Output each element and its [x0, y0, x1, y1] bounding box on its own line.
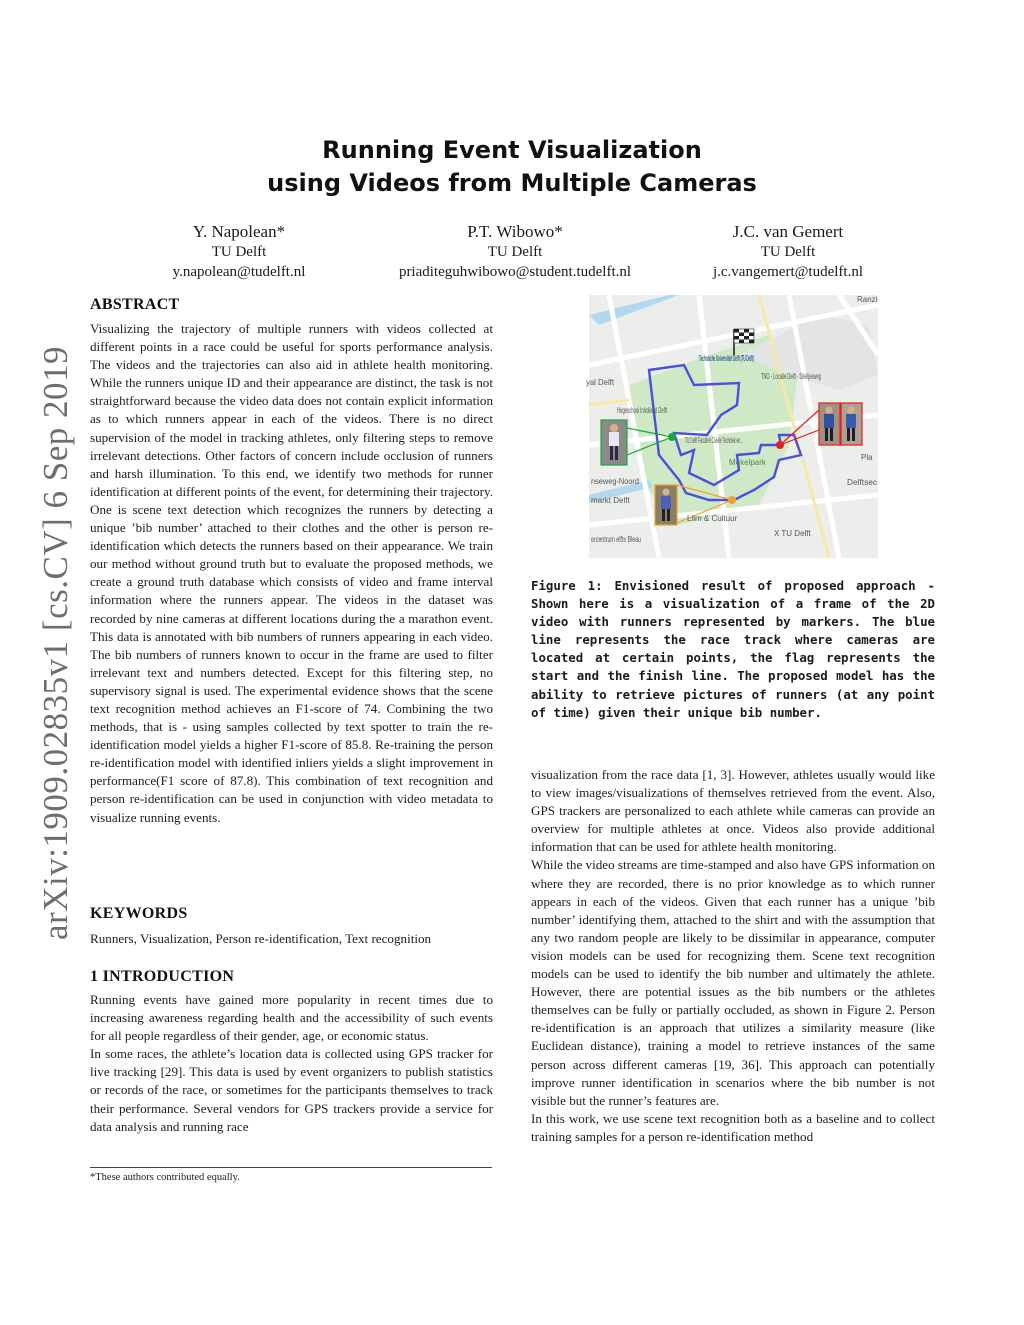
map-label-university: Technische Universiteit Delft (TU Delft) — [699, 354, 755, 363]
map-label-ranzi: Ranzi — [857, 295, 878, 304]
author-name: P.T. Wibowo* — [467, 222, 563, 241]
author-block — [688, 222, 888, 282]
author-name: J.C. van Gemert — [732, 222, 844, 241]
runner-marker-green — [668, 433, 676, 441]
map-label-faculty: TU Delft Faculteit Civiele Techniek en... — [685, 436, 743, 445]
map-label-plaza: Pla — [861, 453, 873, 462]
runner-marker-red — [776, 441, 784, 449]
right-paragraph-1: visualization from the race data [1, 3]. However, athletes usually would like to view images/visualizations of themselves retrieved from the event. Also, GPS trackers are personalized to each athlete while cameras can provide an overview for multiple athletes at once. Videos also provide additional information that can be used for athlete health monitoring. — [531, 767, 935, 855]
footnote: *These authors contributed equally. — [90, 1172, 240, 1183]
map-label-tno: TNO - Locatie Delft - Stieltjesweg — [761, 372, 821, 381]
introduction-text — [90, 991, 493, 1136]
paper-title — [112, 134, 912, 200]
map-label-liim: Liim & Cultuur — [687, 514, 738, 523]
abstract-text — [90, 320, 493, 827]
author-block — [370, 222, 660, 282]
author-affiliation: TU Delft — [487, 244, 543, 260]
map-label-hal: yal Delft — [586, 378, 615, 387]
author-email: priaditeguhwibowo@student.tudelft.nl — [398, 264, 632, 280]
runner-thumbnail-red-1 — [819, 403, 840, 445]
runner-marker-orange — [728, 496, 736, 504]
introduction-heading: 1 INTRODUCTION — [90, 968, 235, 985]
intro-paragraph-1: Running events have gained more popularity in recent times due to increasing awareness regarding health and the accessibility of such events for all people regardless of their gender, age, or economic status. — [90, 992, 493, 1044]
keywords-list: Runners, Visualization, Person re-identification, Text recognition — [90, 931, 432, 946]
map-label-hogeschool: Hogeschool Inholland Delft — [617, 406, 668, 415]
map-label-noord: nseweg-Noord — [591, 477, 639, 486]
map-label-mekelpark: Mekelpark — [729, 458, 766, 467]
abstract-heading: ABSTRACT — [90, 296, 180, 313]
intro-paragraph-2: In some races, the athlete’s location data is collected using GPS tracker for live tracking [29]. This data is used by event organizers to publish statistics or records of the race, or sometimes for the participants themselves to track their performance. Several vendors for GPS trackers provide a service for data analysis and running race — [90, 1046, 493, 1134]
abstract-paragraph: Visualizing the trajectory of multiple runners with videos collected at different points in a race could be useful for sports performance analysis. The videos and the trajectories can also aid in athlete health monitoring. While the runners unique ID and their appearance are distinct, the task is not straightforward because the video data does not contain explicit information as to which runners appear in each of the videos. There is no direct supervision of the model in tracking athletes, only filtering steps to remove irrelevant detections. Other factors of concern include occlusion of runners and harsh illumination. To this end, we identify two methods for runner identification at different points of the event, for determining their trajectory. One is scene text detection which recognizes the runners by detecting a unique ’bib number’ attached to their clothes and the other is person re-identification which detects the runners based on their appearance. We train our method without ground truth but to evaluate the proposed methods, we create a ground truth database which consists of video and frame interval information where the runners appear. The videos in the dataset was recorded by nine cameras at different locations during the a marathon event. This data is annotated with bib numbers of runners appearing in each video. The bib numbers of runners known to occur in the frame are used to filter irrelevant text and numbers detected. Except for this filtering step, no supervisory signal is used. The experimental evidence shows that the scene text recognition method achieves an F1-score of 74. Combining the two methods, that is - using samples collected by text spotter to train the re-identification model yields a higher F1-score of 85.8. Re-training the person re-identification model with identified inliers yields a slight improvement in performance(F1 score of 87.8). This combination of text recognition and person re-identification can be used in conjunction with video metadata to visualize running events. — [90, 321, 493, 825]
right-paragraph-3: In this work, we use scene text recognition both as a baseline and to collect training samples for a person re-identification method — [531, 1110, 935, 1144]
title-line-2: using Videos from Multiple Cameras — [267, 169, 757, 197]
author-block — [139, 222, 339, 282]
figure-1-caption: Figure 1: Envisioned result of proposed approach - Shown here is a visualization of a frame of the 2D video with runners represented by markers. The blue line represents the race track where cameras are located at certain points, the flag represents the start and the finish line. The proposed model has the ability to retrieve pictures of runners (at any point of time) given their unique bib number. — [531, 578, 935, 720]
runner-thumbnail-orange — [655, 485, 677, 525]
map-label-centrum: ercentrum elfts Bleau — [591, 535, 641, 544]
right-column-text — [531, 766, 935, 1146]
map-label-xtu: X TU Delft — [774, 529, 811, 538]
figure-1-map — [586, 295, 878, 558]
title-line-1: Running Event Visualization — [322, 136, 702, 164]
map-label-delftsec: Delftsec — [847, 478, 877, 487]
footnote-divider — [90, 1167, 492, 1168]
author-email: y.napolean@tudelft.nl — [172, 264, 306, 280]
author-affiliation: TU Delft — [760, 244, 816, 260]
runner-thumbnail-green — [601, 420, 627, 465]
author-name: Y. Napolean* — [192, 222, 286, 241]
right-paragraph-2: While the video streams are time-stamped and also have GPS information on where they are recorded, there is no prior knowledge as to which runner appears in each of the videos. Given that each runner has a unique ’bib number’ identifying them, attached to the shirt and with the assumption that any two random people are likely to be dissimilar in appearance, computer vision models can be used for recognizing them. Scene text recognition models can be used to identify the bib number and ultimately the athlete. However, there are potential issues as the bib numbers or the athletes themselves can be fully or partially occluded, as shown in Figure 2. Person re-identification is an approach that utilizes a similarity measure (like Euclidean distance), training a model to retrieve instances of the same person across different cameras [19, 36]. This approach can potentially improve runner identification in scenarios where the bib number is not visible but the runner’s features are. — [531, 857, 935, 1108]
keywords-text — [90, 930, 493, 948]
arxiv-identifier: arXiv:1909.02835v1 [cs.CV] 6 Sep 2019 — [36, 345, 75, 940]
map-label-markt: markt Delft — [591, 496, 630, 505]
author-email: j.c.vangemert@tudelft.nl — [712, 264, 863, 280]
map-graphic — [586, 295, 878, 558]
keywords-heading: KEYWORDS — [90, 905, 188, 922]
runner-thumbnail-red-2 — [841, 403, 862, 445]
author-affiliation: TU Delft — [211, 244, 267, 260]
